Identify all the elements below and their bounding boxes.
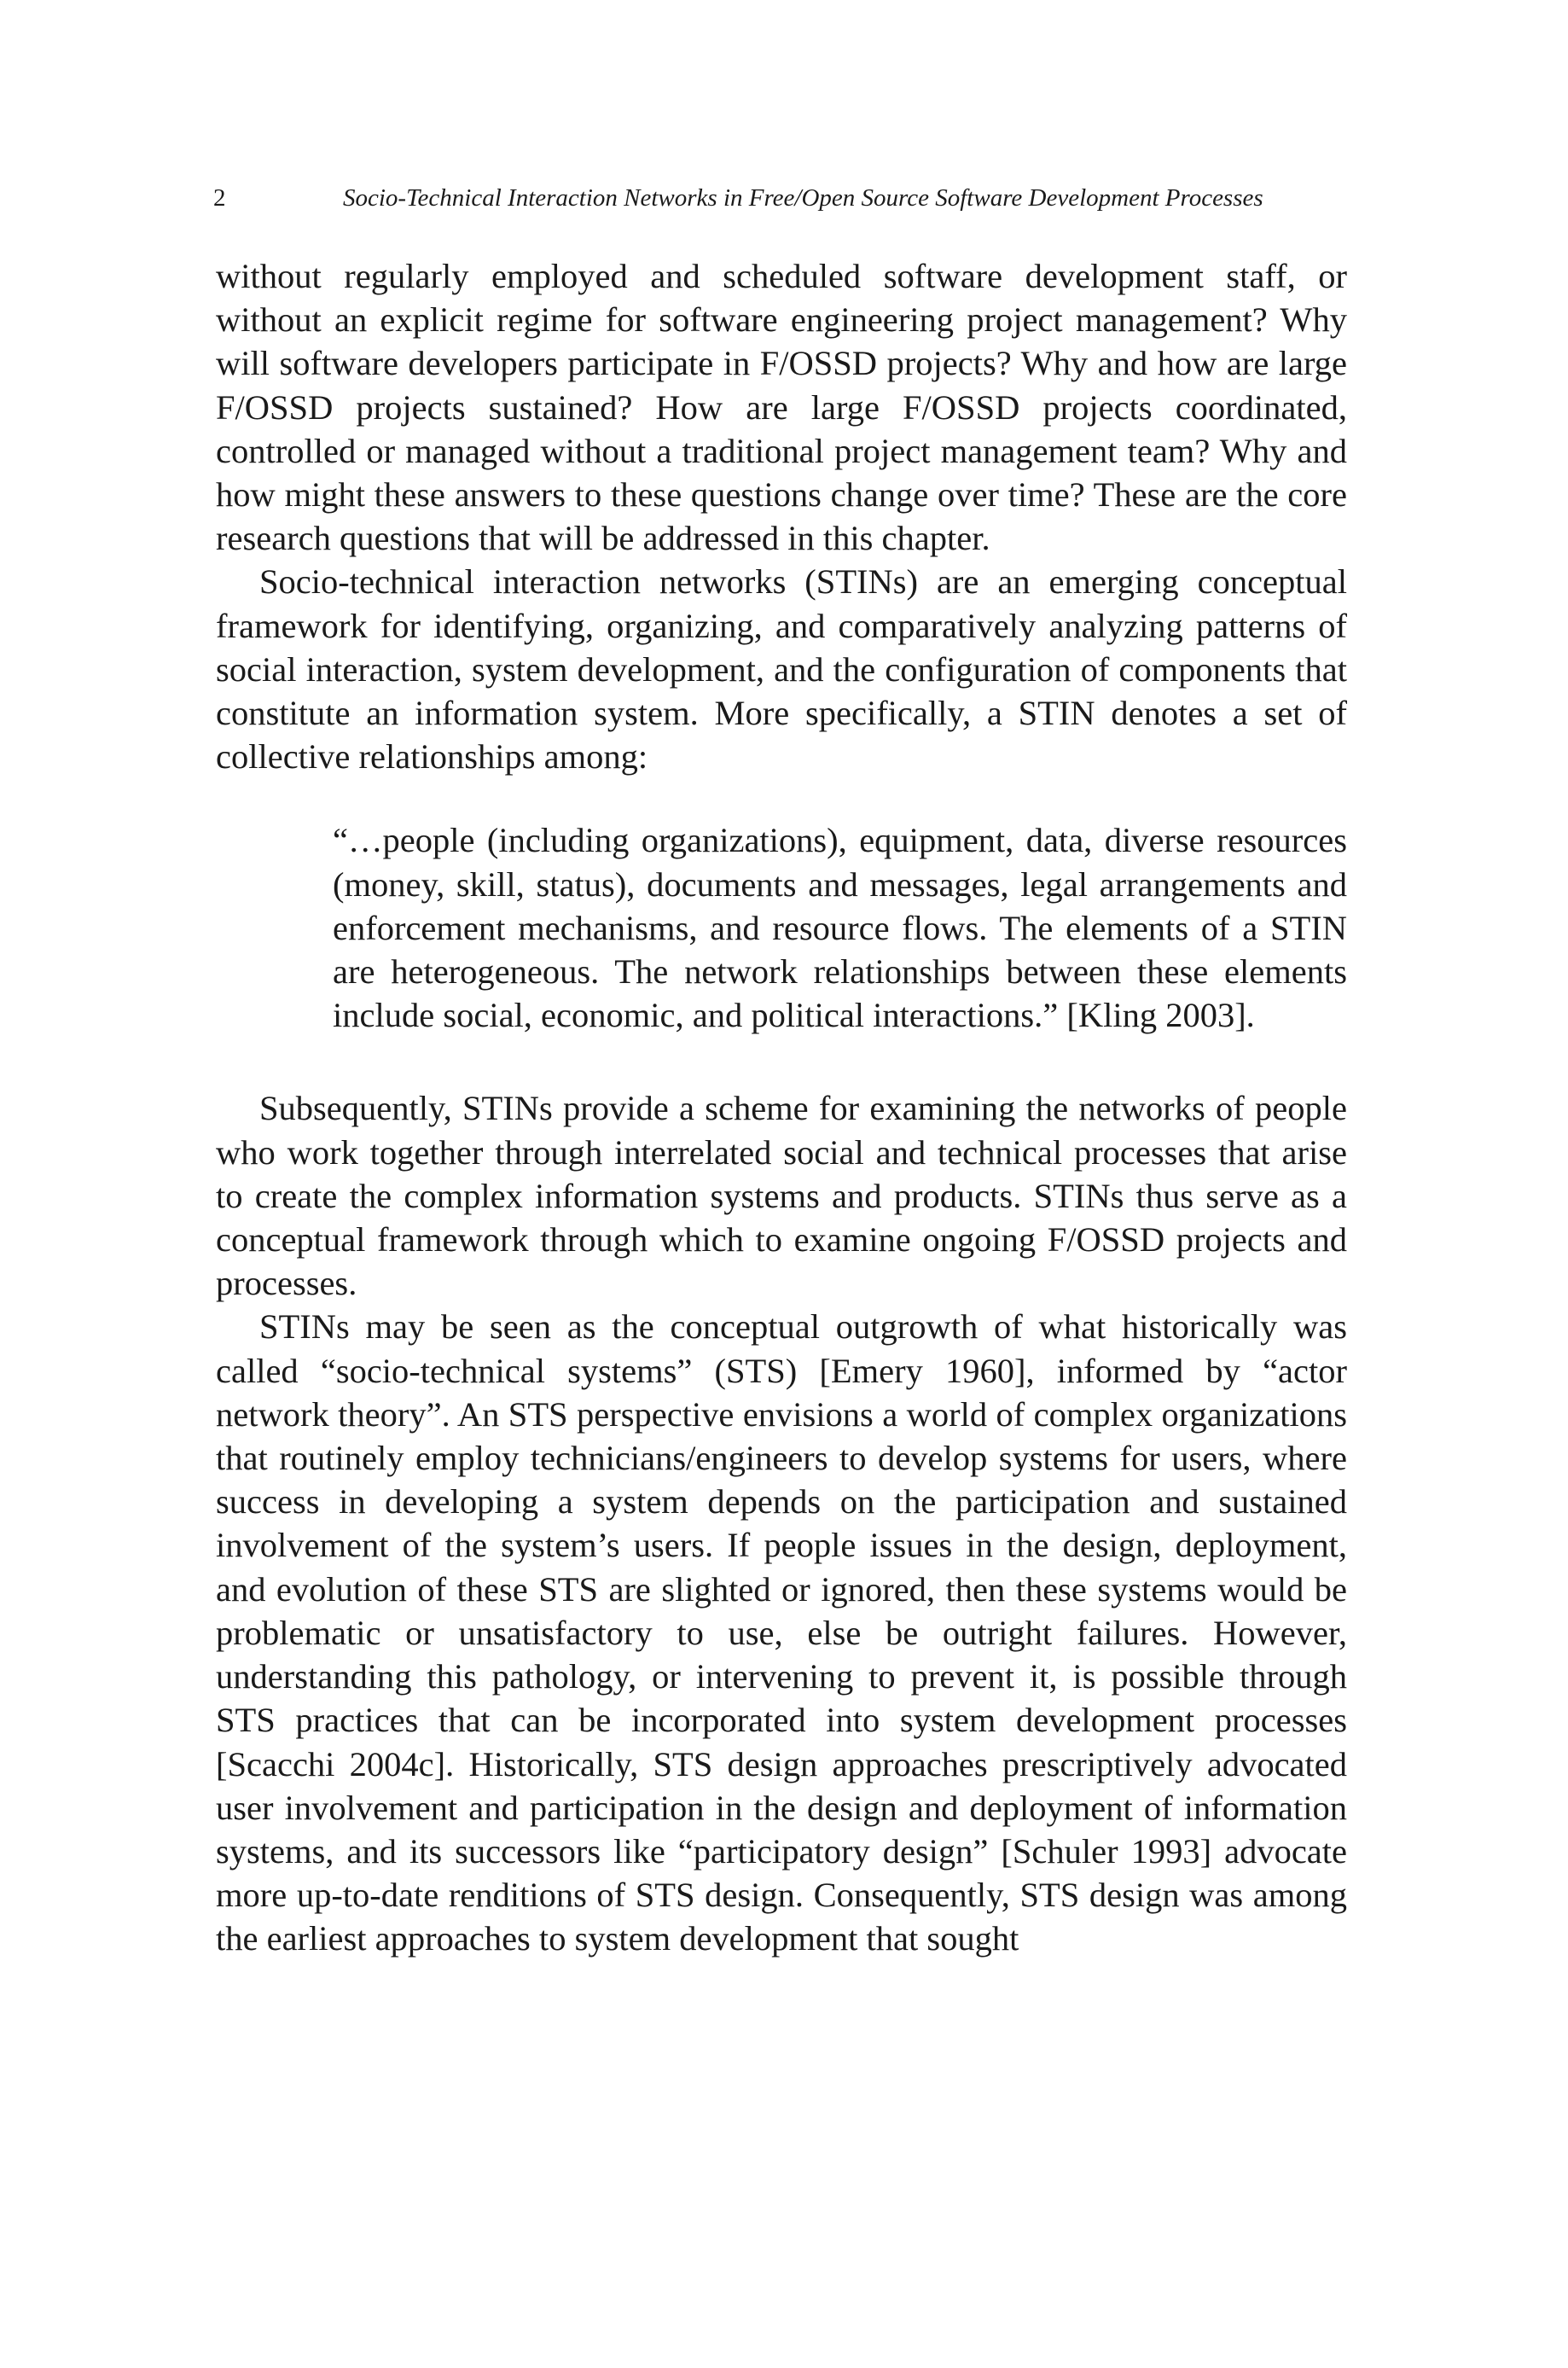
main-text: [216, 254, 1347, 1961]
running-title: Socio-Technical Interaction Networks in Free/Open Source Software Development Processes: [343, 184, 1263, 212]
paragraph-stins-definition: Socio-technical interaction networks (STINs) are an emerging conceptual framework for identifying, organizing, and comparatively analyzing patterns of social interaction, system development, and the configuration of components that constitute an information system. More specifically, a STIN denotes a set of collective relationships among:: [216, 562, 1347, 777]
running-header: [213, 181, 1348, 224]
block-quote-kling: “…people (including organizations), equipment, data, diverse resources (money, skill, status), documents and messages, legal arrangements and enforcement mechanisms, and resource flows. The elements of a STIN are heterogeneous. The network relationships between these elements include social, economic, and political interactions.” [Kling 2003].: [333, 821, 1347, 1035]
paragraph-continuation: without regularly employed and scheduled software development staff, or without an explicit regime for software engineering project management? Why will software developers participate in F/OSSD projects? Why and how are large F/OSSD projects sustained? How are large F/OSSD projects coordinated, controlled or managed without a traditional project management team? Why and how might these answers to these questions change over time? These are the core research questions that will be addressed in this chapter.: [216, 257, 1347, 558]
paragraph-sts-history: STINs may be seen as the conceptual outgrowth of what historically was called “socio-technical systems” (STS) [Emery 1960], informed by “actor network theory”. An STS perspective envisions a world of complex organizations that routinely employ technicians/engineers to develop systems for users, where success in developing a system depends on the participation and sustained involvement of the system’s users. If people issues in the design, deployment, and evolution of these STS are slighted or ignored, then these systems would be problematic or unsatisfactory to use, else be outright failures. However, understanding this pathology, or intervening to prevent it, is possible through STS practices that can be incorporated into system development processes [Scacchi 2004c]. Historically, STS design approaches prescriptively advocated user involvement and participation in the design and deployment of information systems, and its successors like “participatory design” [Schuler 1993] advocate more up-to-date renditions of STS design. Consequently, STS design was among the earliest approaches to system development that sought: [216, 1307, 1347, 1958]
page-number: 2: [213, 184, 226, 212]
paragraph-stins-scheme: Subsequently, STINs provide a scheme for examining the networks of people who work together through interrelated social and technical processes that arise to create the complex information systems and products. STINs thus serve as a conceptual framework through which to examine ongoing F/OSSD projects and processes.: [216, 1089, 1347, 1303]
